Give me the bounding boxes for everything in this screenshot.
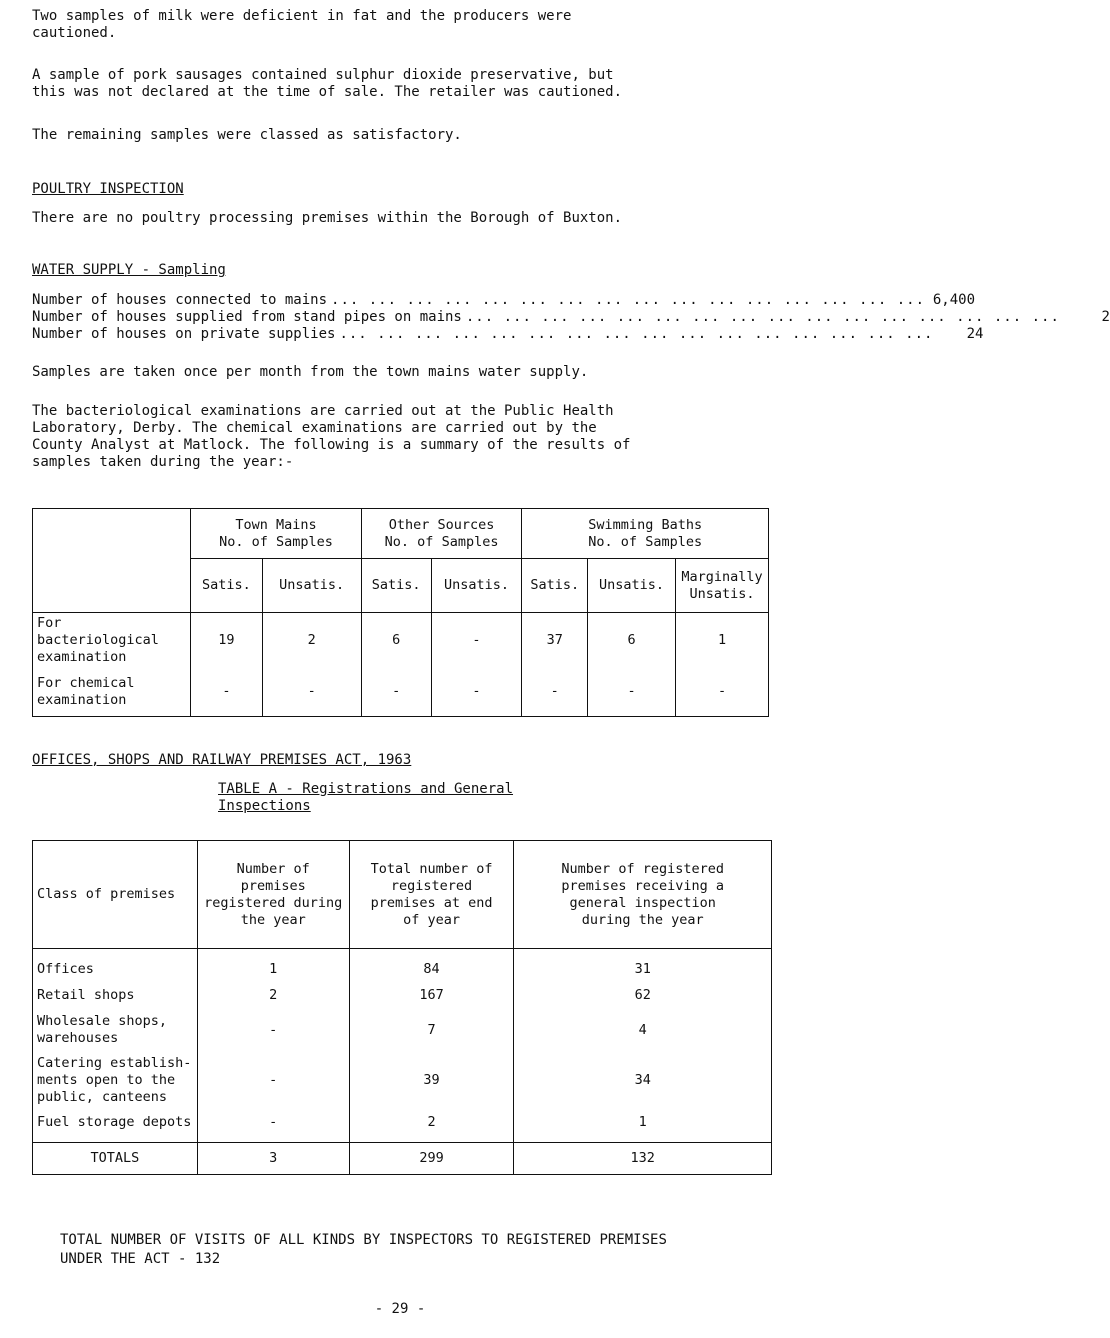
row-label: Catering establish- ments open to the public, canteens bbox=[33, 1050, 198, 1110]
water-examinations-text: The bacteriological examinations are carried out at the Public Health Laboratory, Derby. The chemical examinations are carried out by the County Analyst at Matlock. The following is a summary of the results of samples taken during the year:- bbox=[32, 403, 631, 470]
table-cell: 1 bbox=[676, 613, 769, 669]
table-cell: 31 bbox=[514, 949, 772, 981]
table-cell: 7 bbox=[349, 1010, 514, 1050]
table-cell: - bbox=[197, 1050, 349, 1110]
offices-act-heading: OFFICES, SHOPS AND RAILWAY PREMISES ACT, 1963 bbox=[32, 752, 412, 768]
footer-total-visits-line2: UNDER THE ACT - 132 bbox=[60, 1251, 221, 1267]
water-row-label: Number of houses connected to mains bbox=[32, 292, 328, 308]
group-line2: No. of Samples bbox=[384, 533, 499, 550]
water-row bbox=[32, 309, 1110, 326]
table-cell: - bbox=[361, 668, 431, 716]
water-heading: WATER SUPPLY - Sampling bbox=[32, 262, 226, 278]
row-label: Offices bbox=[33, 949, 198, 981]
poultry-text: There are no poultry processing premises within the Borough of Buxton. bbox=[32, 210, 623, 226]
water-row-value: 6,400 bbox=[932, 292, 976, 308]
row-label: Retail shops bbox=[33, 980, 198, 1010]
table-cell: 6 bbox=[361, 613, 431, 669]
table-cell: 19 bbox=[191, 613, 262, 669]
registrations-table bbox=[32, 840, 772, 1175]
totals-cell: 299 bbox=[349, 1142, 514, 1174]
column-subheader: Unsatis. bbox=[262, 559, 361, 613]
footer-total-visits: TOTAL NUMBER OF VISITS OF ALL KINDS BY INSPECTORS TO REGISTERED PREMISES bbox=[60, 1232, 667, 1248]
group-line1: Town Mains bbox=[235, 516, 317, 533]
table-cell: 39 bbox=[349, 1050, 514, 1110]
page-number: - 29 - bbox=[374, 1301, 426, 1317]
column-subheader: Unsatis. bbox=[588, 559, 676, 613]
table-corner-cell bbox=[33, 509, 191, 613]
table-cell: - bbox=[197, 1010, 349, 1050]
column-subheader: Marginally Unsatis. bbox=[676, 559, 769, 613]
totals-cell: 3 bbox=[197, 1142, 349, 1174]
dot-leader: ... ... ... ... ... ... ... ... ... ... ... ... ... ... ... ... bbox=[339, 326, 934, 342]
table-cell: - bbox=[262, 668, 361, 716]
table-cell: 1 bbox=[514, 1110, 772, 1142]
totals-label: TOTALS bbox=[33, 1142, 198, 1174]
column-subheader: Satis. bbox=[361, 559, 431, 613]
table-cell: 34 bbox=[514, 1050, 772, 1110]
table-cell: - bbox=[191, 668, 262, 716]
table-a-title: TABLE A - Registrations and General bbox=[218, 781, 514, 797]
column-subheader: Unsatis. bbox=[431, 559, 522, 613]
table-a-title-line2: Inspections bbox=[218, 798, 311, 814]
dot-leader: ... ... ... ... ... ... ... ... ... ... ... ... ... ... ... ... bbox=[465, 309, 1060, 325]
row-label: Fuel storage depots bbox=[33, 1110, 198, 1142]
table-cell: - bbox=[197, 1110, 349, 1142]
water-results-table bbox=[32, 508, 769, 717]
paragraph-remaining: The remaining samples were classed as satisfactory. bbox=[32, 127, 462, 143]
water-row-label: Number of houses on private supplies bbox=[32, 326, 336, 342]
table-cell: - bbox=[431, 613, 522, 669]
group-line2: No. of Samples bbox=[219, 533, 333, 550]
table-cell: 2 bbox=[262, 613, 361, 669]
header-registered-during-year: Number of premises registered during the year bbox=[197, 841, 349, 949]
poultry-heading: POULTRY INSPECTION bbox=[32, 181, 184, 197]
table-cell: 62 bbox=[514, 980, 772, 1010]
table-cell: - bbox=[431, 668, 522, 716]
table-cell: 6 bbox=[588, 613, 676, 669]
table-cell: 84 bbox=[349, 949, 514, 981]
dot-leader: ... ... ... ... ... ... ... ... ... ... ... ... ... ... ... ... bbox=[331, 292, 926, 308]
row-label: For bacteriological examination bbox=[33, 613, 191, 669]
table-cell: - bbox=[588, 668, 676, 716]
row-label: Wholesale shops, warehouses bbox=[33, 1010, 198, 1050]
header-total-registered: Total number of registered premises at end of year bbox=[349, 841, 514, 949]
water-row-value: 24 bbox=[966, 326, 984, 342]
water-row bbox=[32, 326, 984, 343]
table-cell: 2 bbox=[349, 1110, 514, 1142]
table-cell: - bbox=[676, 668, 769, 716]
column-group-header bbox=[191, 509, 361, 559]
paragraph-milk: Two samples of milk were deficient in fat and the producers were cautioned. bbox=[32, 8, 572, 41]
group-line1: Other Sources bbox=[388, 516, 495, 533]
header-general-inspection: Number of registered premises receiving a general inspection during the year bbox=[514, 841, 772, 949]
table-cell: 167 bbox=[349, 980, 514, 1010]
table-cell: 1 bbox=[197, 949, 349, 981]
water-row-value: 2 bbox=[1101, 309, 1110, 325]
group-line2: No. of Samples bbox=[588, 533, 703, 550]
column-group-header bbox=[361, 509, 522, 559]
group-line1: Swimming Baths bbox=[588, 516, 703, 533]
table-cell: - bbox=[522, 668, 588, 716]
column-subheader: Satis. bbox=[191, 559, 262, 613]
header-class-of-premises: Class of premises bbox=[33, 841, 198, 949]
column-group-header bbox=[522, 509, 769, 559]
table-cell: 4 bbox=[514, 1010, 772, 1050]
water-row-label: Number of houses supplied from stand pipes on mains bbox=[32, 309, 462, 325]
totals-cell: 132 bbox=[514, 1142, 772, 1174]
paragraph-sausages: A sample of pork sausages contained sulphur dioxide preservative, but this was not declared at the time of sale. The retailer was cautioned. bbox=[32, 67, 623, 100]
water-sampling-text: Samples are taken once per month from the town mains water supply. bbox=[32, 364, 589, 380]
column-subheader: Satis. bbox=[522, 559, 588, 613]
table-cell: 37 bbox=[522, 613, 588, 669]
table-cell: 2 bbox=[197, 980, 349, 1010]
water-row bbox=[32, 292, 976, 309]
row-label: For chemical examination bbox=[33, 668, 191, 716]
